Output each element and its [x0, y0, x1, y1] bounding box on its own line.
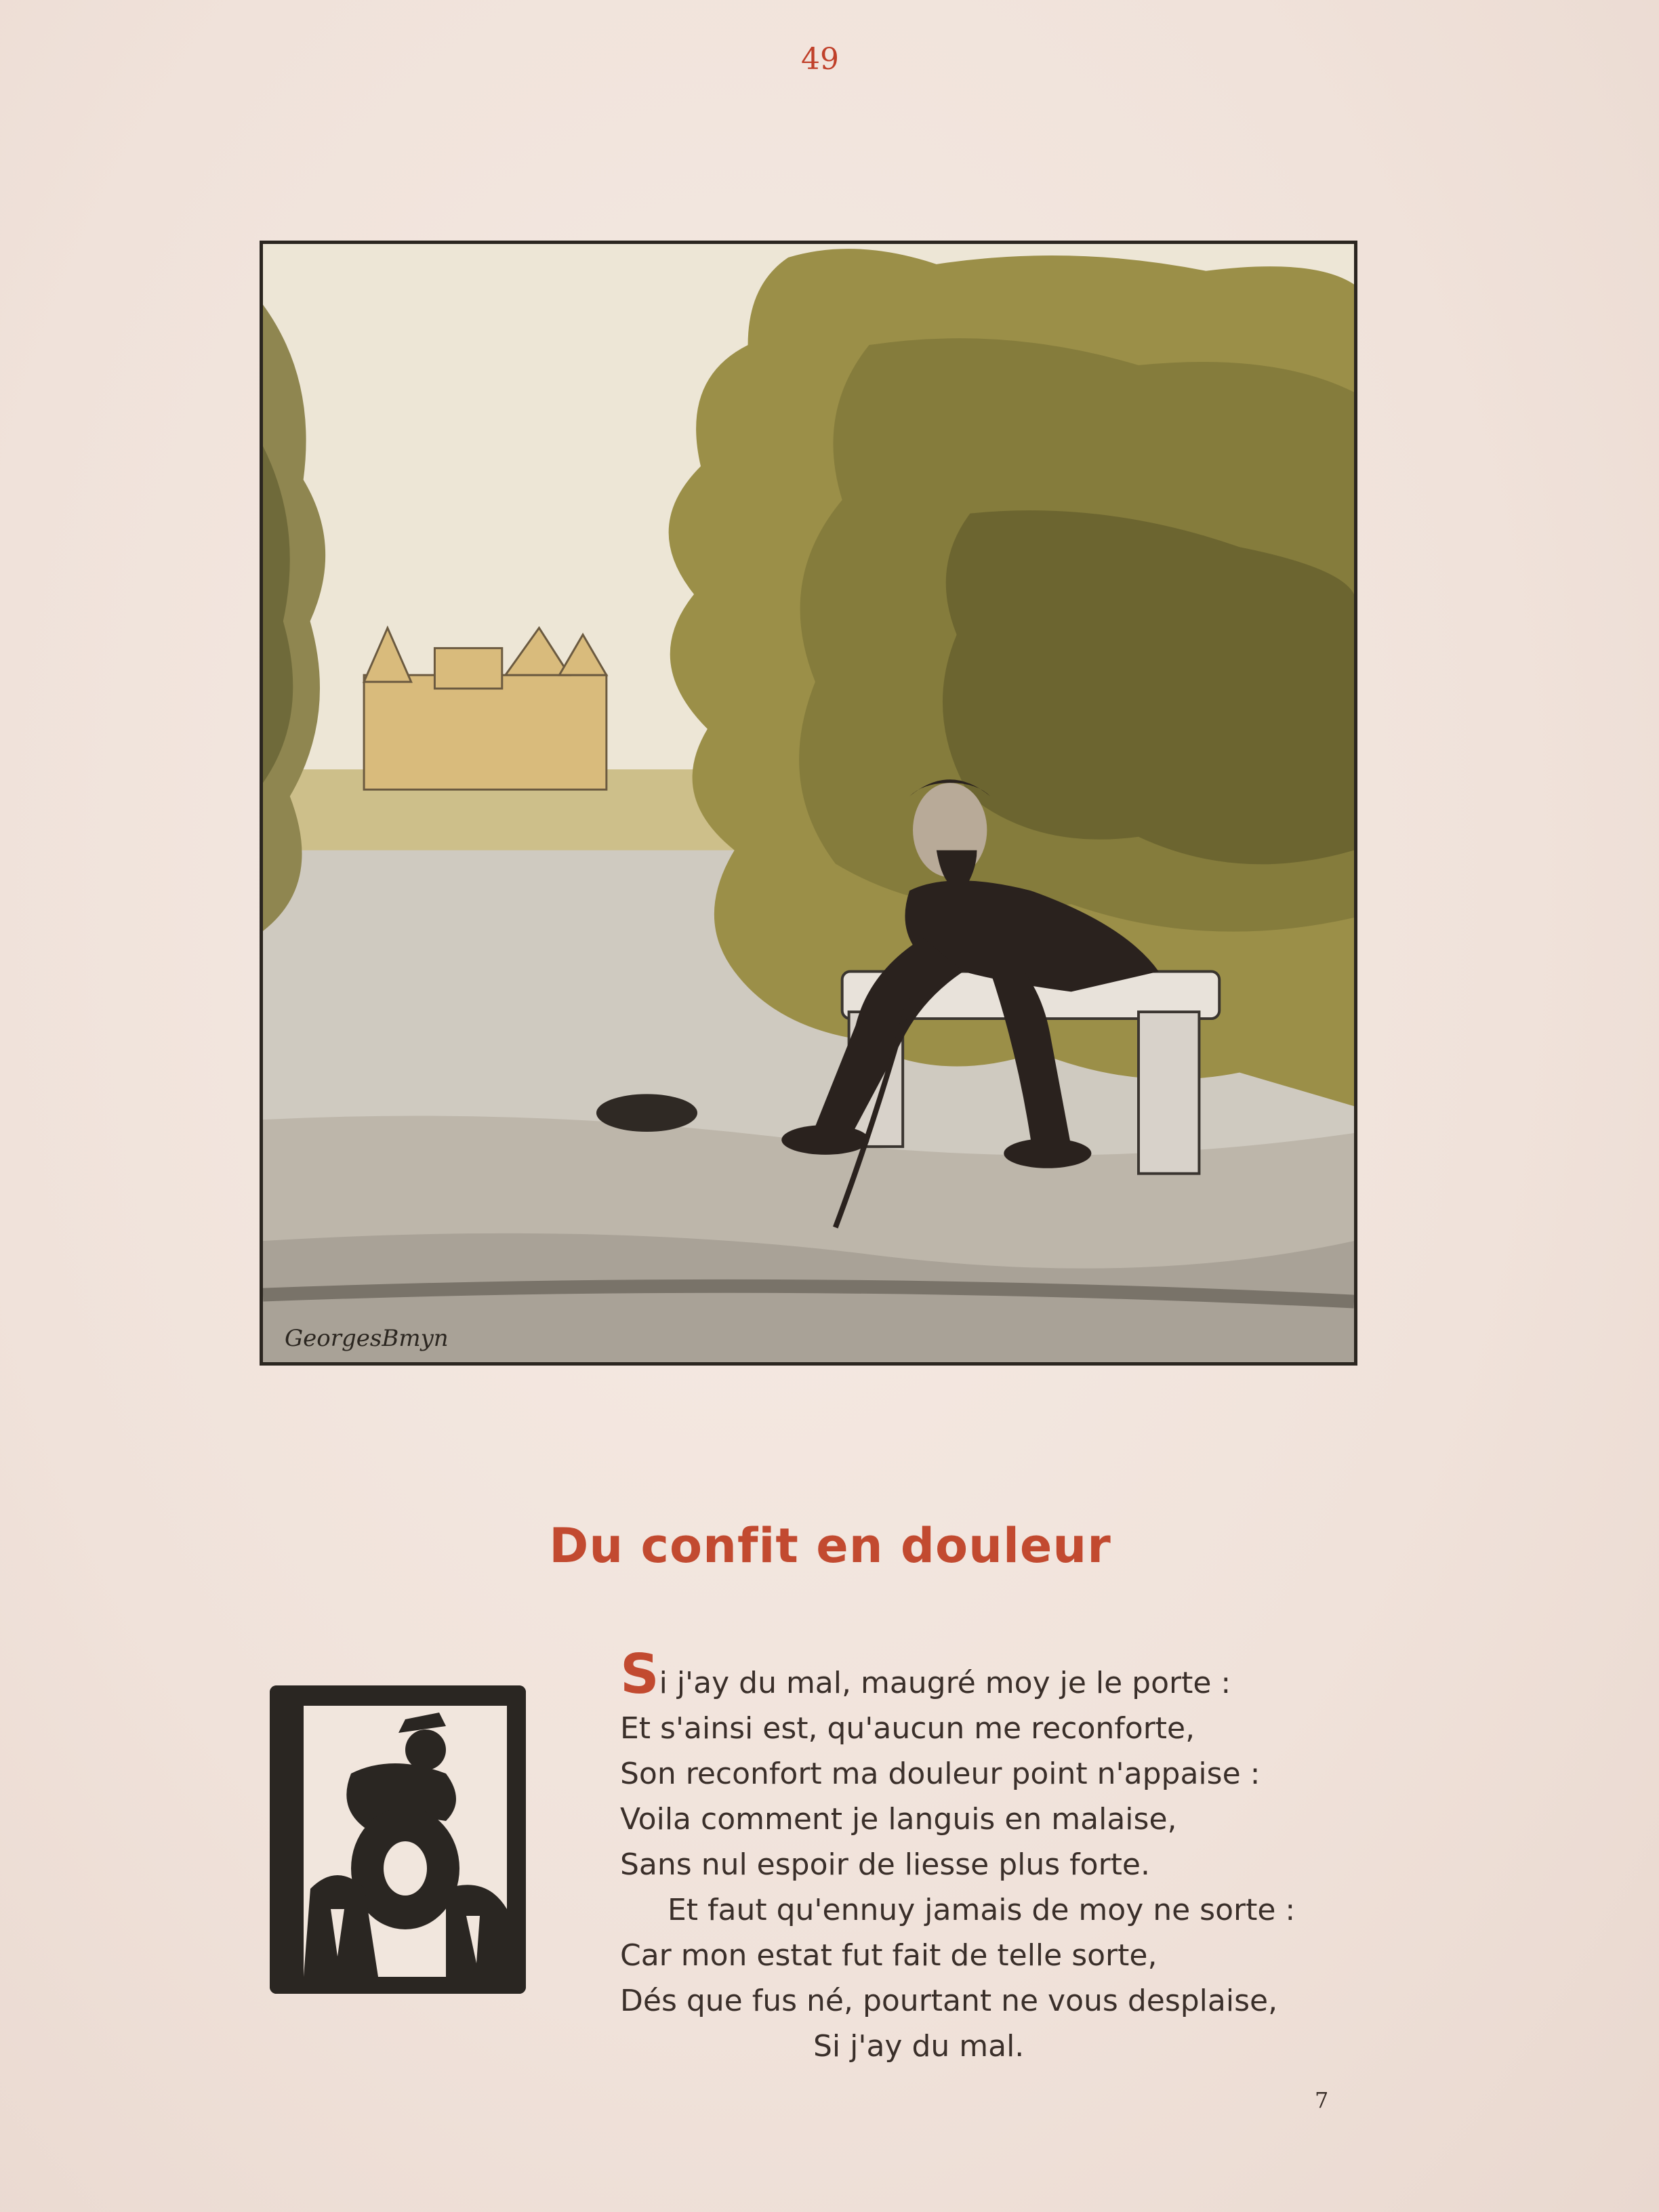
poem-line-1-text: i j'ay du mal, maugré moy je le porte : — [659, 1666, 1231, 1700]
poem-line-1 — [620, 1643, 1399, 1706]
signature-mark: 7 — [1315, 2087, 1329, 2113]
poem-line-4: Voila comment je languis en malaise, — [620, 1802, 1177, 1837]
poem-line-3: Son reconfort ma douleur point n'appaise : — [620, 1757, 1261, 1791]
illustration-garden-scene — [260, 241, 1357, 1366]
poem-line-2: Et s'ainsi est, qu'aucun me reconforte, — [620, 1711, 1195, 1746]
drop-cap: S — [620, 1643, 659, 1706]
illustration-artwork — [263, 244, 1354, 1362]
poem-line-7: Car mon estat fut fait de telle sorte, — [620, 1938, 1158, 1973]
page-number: 49 — [801, 42, 839, 77]
poem-line-6: Et faut qu'ennuy jamais de moy ne sorte : — [668, 1893, 1296, 1927]
artist-signature: GeorgesBmyn — [285, 1325, 449, 1352]
poem-title: Du confit en douleur — [549, 1518, 1111, 1574]
poem-line-5: Sans nul espoir de liesse plus forte. — [620, 1847, 1150, 1882]
poem-line-9: Si j'ay du mal. — [813, 2029, 1025, 2064]
woodcut-vignette — [270, 1685, 526, 1994]
poem-line-8: Dés que fus né, pourtant ne vous desplaise, — [620, 1984, 1278, 2018]
poem-stanza — [620, 1643, 1399, 2069]
woodcut-artwork — [270, 1685, 526, 1994]
